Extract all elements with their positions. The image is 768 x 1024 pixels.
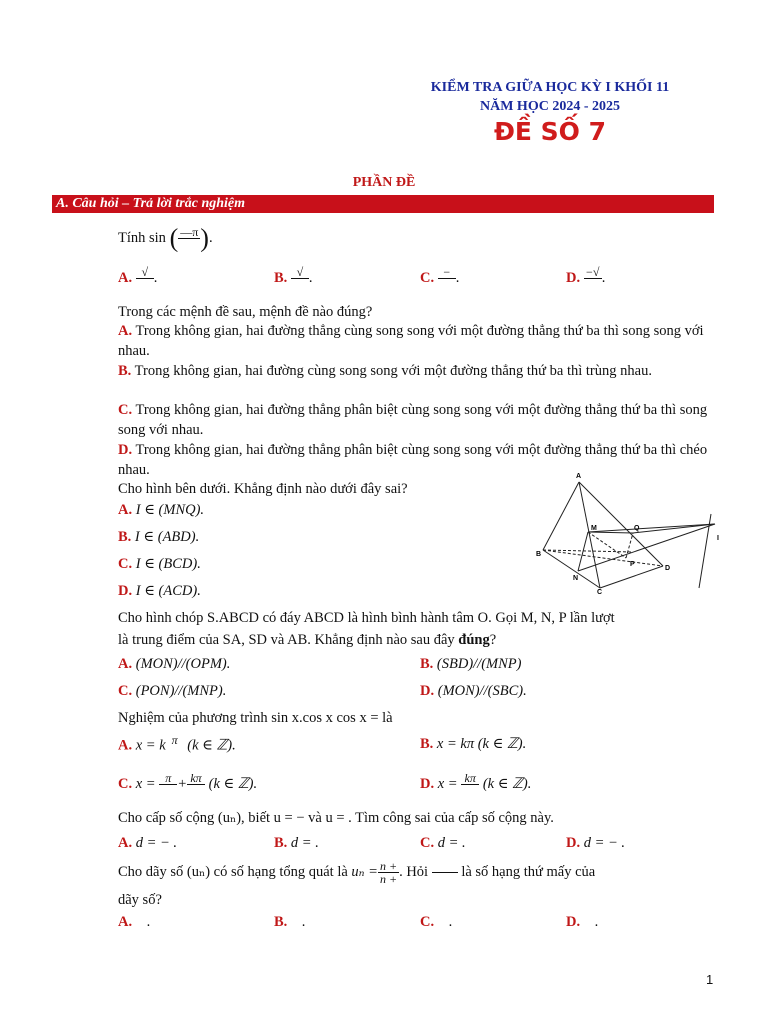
q2-option-a[interactable]: A. Trong không gian, hai đường thẳng cùng song song với một đường thẳng thứ ba thì song song với nhau. [118, 323, 704, 359]
q1-option-a[interactable]: A. √ . [118, 265, 158, 286]
q6-option-b[interactable]: B. d = . [274, 835, 319, 851]
figure-label-b: B [536, 551, 542, 558]
q7-option-d[interactable]: D. . [566, 914, 599, 930]
q3-option-d[interactable]: D. I ∈ (ACD). [118, 583, 201, 599]
q5-option-a[interactable]: A. x = k π (k ∈ ℤ). [118, 733, 236, 754]
q4-stem-line2: là trung điểm của SA, SD và AB. Khẳng định nào sau đây đúng? [118, 632, 497, 648]
figure-label-n: N [573, 575, 579, 582]
q3-stem: Cho hình bên dưới. Khẳng định nào dưới đây sai? [118, 481, 408, 497]
q4-option-c[interactable]: C. (PON)//(MNP). [118, 683, 227, 699]
school-year: NĂM HỌC 2024 - 2025 [480, 99, 620, 114]
q7-stem-line2: dãy số? [118, 892, 162, 908]
q3-option-c[interactable]: C. I ∈ (BCD). [118, 556, 201, 572]
q6-option-d[interactable]: D. d = − . [566, 835, 626, 851]
figure-label-p: P [630, 561, 635, 568]
q3-option-a[interactable]: A. I ∈ (MNQ). [118, 502, 205, 518]
q4-option-a[interactable]: A. (MON)//(OPM). [118, 656, 231, 672]
q7-option-c[interactable]: C. . [420, 914, 453, 930]
q2-option-b[interactable]: B. Trong không gian, hai đường cùng song song với một đường thẳng thứ ba thì trùng nhau. [118, 363, 652, 379]
q2-option-d[interactable]: D. Trong không gian, hai đường thẳng phân biệt cùng song song với một đường thẳng thứ ba thì chéo nhau. [118, 442, 708, 478]
figure-label-a: A [576, 473, 582, 480]
q2-stem: Trong các mệnh đề sau, mệnh đề nào đúng? [118, 304, 373, 320]
q6-option-c[interactable]: C. d = . [420, 835, 466, 851]
figure-label-i: I [717, 535, 719, 542]
q6-stem: Cho cấp số cộng (uₙ), biết u = − và u = . Tìm công sai của cấp số cộng này. [118, 810, 554, 826]
q7-stem: Cho dãy số (uₙ) có số hạng tổng quát là uₙ = $\frac{n +}{n +}$ . Hỏi là số hạng thứ mấy của [118, 859, 596, 886]
figure-label-m: M [591, 525, 597, 532]
section-banner: A. Câu hỏi – Trả lời trắc nghiệm [52, 195, 714, 213]
q4-option-b[interactable]: B. (SBD)//(MNP) [420, 656, 522, 672]
q1-stem: Tính sin ( —π ). [118, 223, 213, 253]
q5-option-d[interactable]: D. x = kπ (k ∈ ℤ). [420, 771, 532, 792]
q7-option-b[interactable]: B. . [274, 914, 306, 930]
q2-option-c[interactable]: C. Trong không gian, hai đường thẳng phân biệt cùng song song với một đường thẳng thứ ba thì song song với nhau. [118, 402, 708, 438]
exam-number: ĐỀ SỐ 7 [493, 117, 607, 146]
part-title: PHẦN ĐỀ [352, 175, 416, 190]
geometry-figure [535, 470, 725, 595]
q7-option-a[interactable]: A. . [118, 914, 151, 930]
q1-option-c[interactable]: C. − . [420, 265, 460, 286]
q5-option-c[interactable]: C. x = π + kπ (k ∈ ℤ). [118, 771, 258, 792]
q3-option-b[interactable]: B. I ∈ (ABD). [118, 529, 200, 545]
q5-option-b[interactable]: B. x = kπ (k ∈ ℤ). [420, 736, 527, 752]
figure-label-c: C [597, 589, 603, 595]
q5-stem: Nghiệm của phương trình sin x.cos x cos x = là [118, 710, 393, 726]
q4-stem-line1: Cho hình chóp S.ABCD có đáy ABCD là hình bình hành tâm O. Gọi M, N, P lần lượt [118, 610, 615, 626]
exam-title: KIỂM TRA GIỮA HỌC KỲ I KHỐI 11 [430, 80, 670, 95]
q1-option-b[interactable]: B. √ . [274, 265, 313, 286]
page-number: 1 [706, 972, 714, 987]
q4-option-d[interactable]: D. (MON)//(SBC). [420, 683, 527, 699]
figure-label-d: D [665, 565, 671, 572]
q1-option-d[interactable]: D. −√ . [566, 265, 606, 286]
figure-label-q: Q [634, 525, 640, 532]
q6-option-a[interactable]: A. d = − . [118, 835, 178, 851]
